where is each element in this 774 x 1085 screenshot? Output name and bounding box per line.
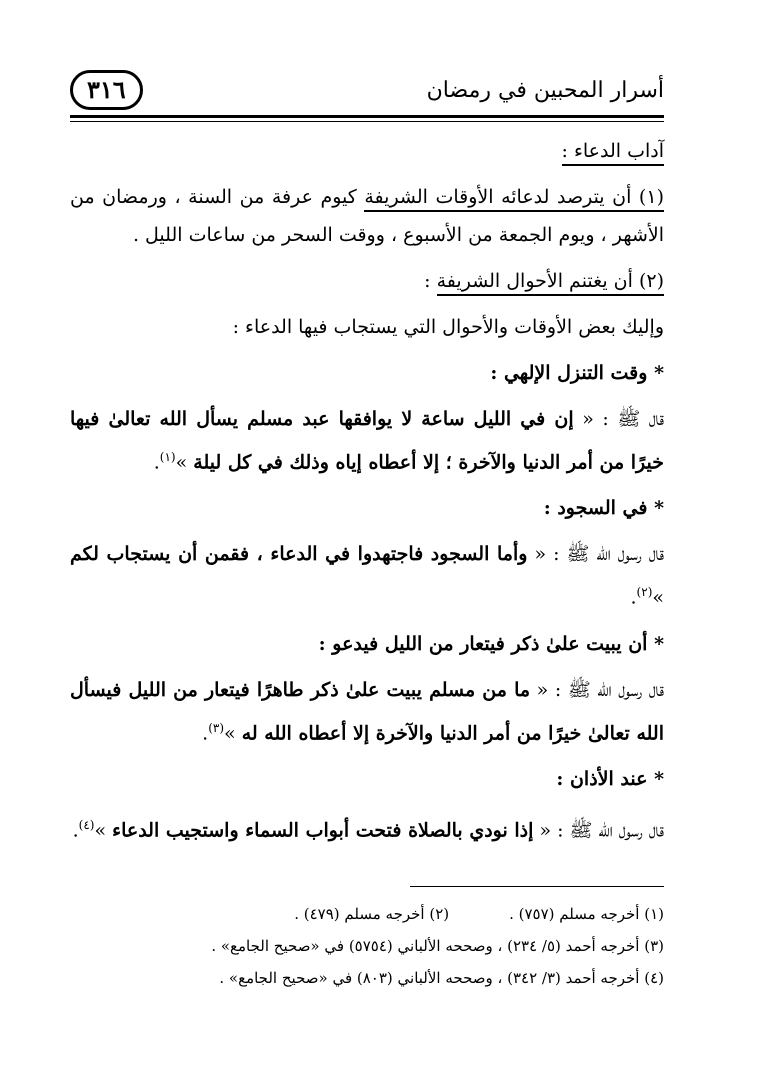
heading-adhan: * عند الأذان :: [556, 767, 664, 790]
footnote-divider: [410, 886, 664, 887]
footnote-4: (٤) أخرجه أحمد (٣/ ٣٤٢) ، وصححه الألباني (٨٠٣) في «صحيح الجامع» .: [219, 969, 664, 987]
header-rule-thin: [70, 121, 664, 122]
paragraph-2: (٢) أن يغتنم الأحوال الشريفة :: [70, 262, 664, 300]
footnotes: [70, 898, 664, 994]
header-rule-thick: [70, 115, 664, 118]
main-text: [70, 132, 664, 857]
footnote-3: (٣) أخرجه أحمد (٥/ ٢٣٤) ، وصححه الألباني (٥٧٥٤) في «صحيح الجامع» .: [211, 937, 664, 955]
heading-night-remembrance: * أن يبيت علىٰ ذكر فيتعار من الليل فيدعو :: [318, 632, 664, 655]
paragraph-1: (١) أن يترصد لدعائه الأوقات الشريفة كيوم عرفة من السنة ، ورمضان من الأشهر ، ويوم الجمعة من الأسبوع ، ووقت السحر من ساعات الليل .: [70, 186, 664, 246]
intro-line: وإليك بعض الأوقات والأحوال التي يستجاب فيها الدعاء :: [232, 316, 664, 338]
page-header: [70, 68, 664, 112]
section-title: آداب الدعاء :: [70, 132, 664, 170]
page-number: ٣١٦: [70, 70, 143, 110]
heading-prostration: * في السجود :: [543, 497, 664, 520]
hadith-2: قال رسول الله ﷺ : « وأما السجود فاجتهدوا في الدعاء ، فقمن أن يستجاب لكم »$^{(٢)}$.: [70, 543, 664, 609]
footnote-2: (٢) أخرجه مسلم (٤٧٩) .: [294, 905, 450, 923]
hadith-4: قال رسول الله ﷺ : « إذا نودي بالصلاة فتحت أبواب السماء واستجيب الدعاء »$^{(٤)}$.: [72, 817, 664, 842]
book-title: أسرار المحبين في رمضان: [426, 77, 664, 103]
hadith-3: قال رسول الله ﷺ : « ما من مسلم يبيت علىٰ ذكر طاهرًا فيتعار من الليل فيسأل الله تعالىٰ خيرًا من أمر الدنيا والآخرة إلا أعطاه الله له »$^{(٣)}$.: [70, 678, 664, 744]
footnote-1: (١) أخرجه مسلم (٧٥٧) .: [509, 905, 664, 923]
hadith-1: قال ﷺ : « إن في الليل ساعة لا يوافقها عبد مسلم يسأل الله تعالىٰ فيها خيرًا من أمر الدنيا والآخرة ؛ إلا أعطاه إياه وذلك في كل ليلة »$^{(١)}$.: [70, 408, 664, 474]
footnote-row: [70, 898, 664, 930]
heading-divine-descent: * وقت التنزل الإلهي :: [490, 362, 664, 384]
